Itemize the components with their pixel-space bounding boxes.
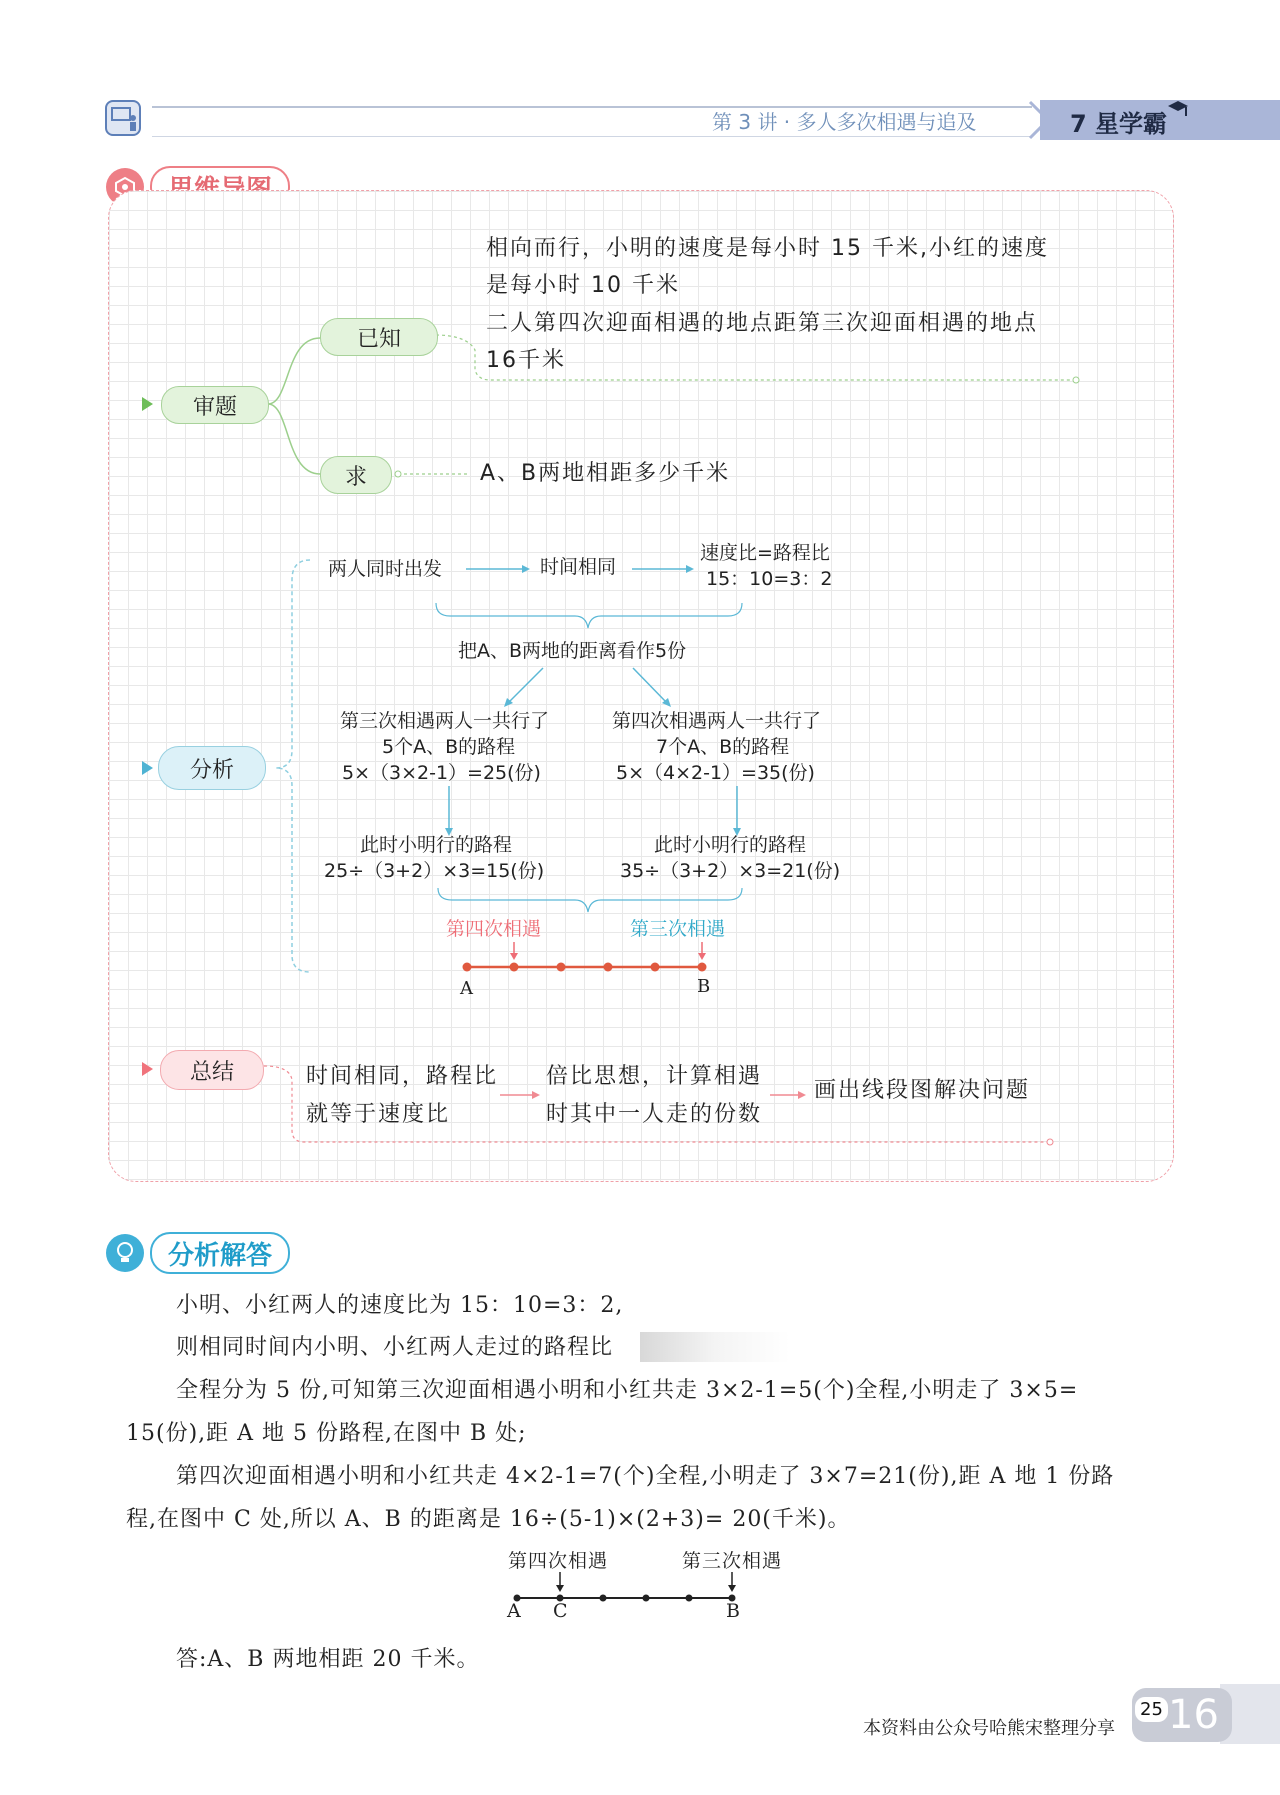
lightbulb-icon bbox=[106, 1234, 144, 1272]
diag-third-meet-label: 第三次相遇 bbox=[682, 1550, 783, 1572]
xiaoming-dist-right-formula: 35÷（3+2）×3=21(份) bbox=[620, 860, 841, 882]
solution-para-3b: 15(份),距 A 地 5 份路程,在图中 B 处; bbox=[126, 1421, 527, 1446]
fourth-meet-line-1: 第四次相遇两人一共行了 bbox=[612, 710, 822, 732]
shenti-marker-icon bbox=[142, 397, 153, 411]
brand-title: 7 星学霸 bbox=[1070, 110, 1168, 138]
fourth-meet-formula: 5×（4×2-1）=35(份) bbox=[616, 762, 815, 784]
third-meet-line-1: 第三次相遇两人一共行了 bbox=[340, 710, 550, 732]
step-same-time: 时间相同 bbox=[540, 556, 617, 578]
answer-text: 答:A、B 两地相距 20 千米。 bbox=[176, 1647, 480, 1672]
summary-2-line-2: 时其中一人走的份数 bbox=[546, 1102, 763, 1127]
solution-para-1: 小明、小红两人的速度比为 15：10=3：2, bbox=[176, 1293, 624, 1318]
seg-point-b: B bbox=[697, 976, 711, 997]
summary-2-line-1: 倍比思想，计算相遇 bbox=[546, 1064, 763, 1089]
solution-para-2: 则相同时间内小明、小红两人走过的路程比 bbox=[176, 1335, 614, 1360]
seg-point-a: A bbox=[460, 978, 473, 999]
smudge-mark bbox=[640, 1332, 790, 1362]
zongjie-node: 总结 bbox=[160, 1050, 264, 1090]
seg-third-meet-label: 第三次相遇 bbox=[630, 918, 726, 940]
diag-fourth-meet-label: 第四次相遇 bbox=[508, 1550, 609, 1572]
summary-1-line-2: 就等于速度比 bbox=[306, 1102, 451, 1127]
scan-page-number: 25 bbox=[1135, 1697, 1168, 1722]
xiaoming-dist-right-label: 此时小明行的路程 bbox=[654, 834, 807, 856]
third-meet-formula: 5×（3×2-1）=25(份) bbox=[342, 762, 541, 784]
solution-segment-diagram bbox=[500, 1572, 750, 1608]
xiaoming-dist-left-formula: 25÷（3+2）×3=15(份) bbox=[324, 860, 545, 882]
solution-para-3a: 全程分为 5 份,可知第三次迎面相遇小明和小红共走 3×2-1=5(个)全程,小明走了 3×5= bbox=[176, 1378, 1079, 1403]
diag-point-a: A bbox=[507, 1600, 522, 1622]
solution-title: 分析解答 bbox=[150, 1232, 290, 1274]
step-start-together: 两人同时出发 bbox=[328, 558, 443, 580]
fenxi-node: 分析 bbox=[158, 746, 266, 790]
mindmap-segment-diagram bbox=[450, 942, 730, 978]
seg-fourth-meet-label: 第四次相遇 bbox=[446, 918, 542, 940]
ask-text: A、B两地相距多少千米 bbox=[480, 461, 731, 486]
fenxi-marker-icon bbox=[142, 761, 153, 775]
lecture-title: 第 3 讲 · 多人多次相遇与追及 bbox=[712, 110, 977, 134]
solution-section-title bbox=[106, 1232, 290, 1274]
diag-point-b: B bbox=[726, 1600, 741, 1622]
diag-point-c: C bbox=[553, 1600, 569, 1622]
shenti-node: 审题 bbox=[161, 386, 269, 424]
step-ratio-line-1: 速度比=路程比 bbox=[700, 542, 830, 564]
ask-node: 求 bbox=[320, 456, 392, 494]
step-ratio-line-2: 15：10=3：2 bbox=[706, 568, 833, 590]
solution-para-4b: 程,在图中 C 处,所以 A、B 的距离是 16÷(5-1)×(2+3)= 20(千米)。 bbox=[126, 1507, 851, 1532]
known-line-4: 16千米 bbox=[486, 348, 566, 373]
known-line-1: 相向而行，小明的速度是每小时 15 千米,小红的速度 bbox=[486, 236, 1049, 261]
five-parts-text: 把A、B两地的距离看作5份 bbox=[458, 640, 687, 662]
footer-note: 本资料由公众号哈熊宋整理分享 bbox=[863, 1718, 1115, 1739]
xiaoming-dist-left-label: 此时小明行的路程 bbox=[360, 834, 513, 856]
known-line-3: 二人第四次迎面相遇的地点距第三次迎面相遇的地点 bbox=[486, 311, 1039, 336]
known-node: 已知 bbox=[320, 318, 438, 356]
summary-1-line-1: 时间相同，路程比 bbox=[306, 1064, 499, 1089]
summary-3: 画出线段图解决问题 bbox=[814, 1078, 1031, 1103]
page-number: 16 bbox=[1168, 1692, 1219, 1738]
zongjie-marker-icon bbox=[142, 1062, 153, 1076]
fourth-meet-line-2: 7个A、B的路程 bbox=[656, 736, 790, 758]
known-line-2: 是每小时 10 千米 bbox=[486, 273, 680, 298]
solution-para-4a: 第四次迎面相遇小明和小红共走 4×2-1=7(个)全程,小明走了 3×7=21(份),距 A 地 1 份路 bbox=[176, 1464, 1115, 1489]
third-meet-line-2: 5个A、B的路程 bbox=[382, 736, 516, 758]
